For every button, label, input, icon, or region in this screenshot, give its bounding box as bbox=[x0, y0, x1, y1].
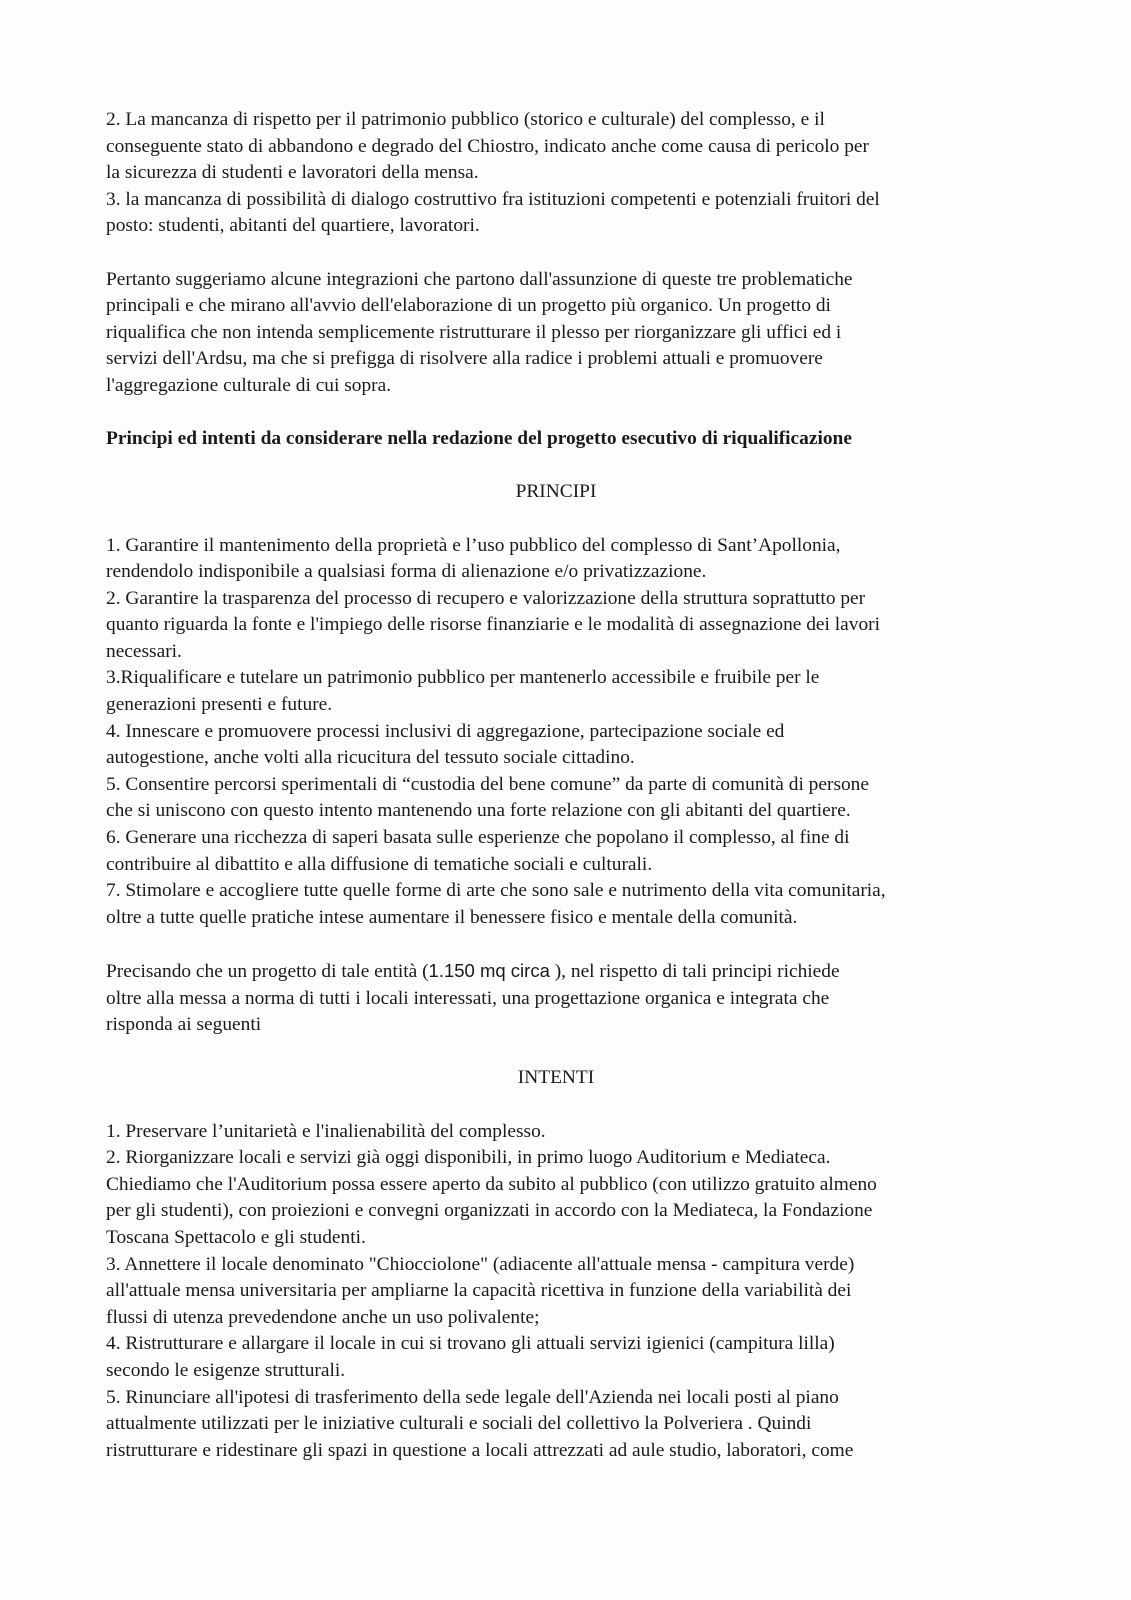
paragraph-gap bbox=[106, 931, 1006, 958]
text-line: servizi dell'Ardsu, ma che si prefigga di risolvere alla radice i problemi attuali e promuovere bbox=[106, 348, 823, 370]
text-line: l'aggregazione culturale di cui sopra. bbox=[106, 374, 392, 396]
list-line: 4. Ristrutturare e allargare il locale in cui si trovano gli attuali servizi igienici (campitura lilla) bbox=[106, 1333, 835, 1355]
list-line: 5. Rinunciare all'ipotesi di trasferimento della sede legale dell'Azienda nei locali posti al piano bbox=[106, 1386, 839, 1408]
list-line: 2. Riorganizzare locali e servizi già oggi disponibili, in primo luogo Auditorium e Mediateca. bbox=[106, 1147, 831, 1169]
principi-title: PRINCIPI bbox=[515, 481, 597, 503]
text-line: 3. la mancanza di possibilità di dialogo costruttivo fra istituzioni competenti e potenziali fruitori del bbox=[106, 188, 880, 210]
text-line: 2. La mancanza di rispetto per il patrimonio pubblico (storico e culturale) del complesso, e il bbox=[106, 109, 825, 130]
section-heading: Principi ed intenti da considerare nella redazione del progetto esecutivo di riqualificazione bbox=[106, 428, 852, 450]
principi-list bbox=[106, 533, 1006, 932]
list-line: Toscana Spettacolo e gli studenti. bbox=[106, 1226, 366, 1248]
text-fragment: Precisando che un progetto di tale entità ( bbox=[106, 961, 429, 982]
paragraph-gap bbox=[106, 240, 1006, 267]
list-line: rendendolo indisponibile a qualsiasi forma di alienazione e/o privatizzazione. bbox=[106, 561, 707, 583]
paragraph-gap bbox=[106, 506, 1006, 533]
list-line: Chiediamo che l'Auditorium possa essere aperto da subito al pubblico (con utilizzo gratuito almeno bbox=[106, 1173, 877, 1195]
list-line: oltre a tutte quelle pratiche intese aumentare il benessere fisico e mentale della comunità. bbox=[106, 906, 798, 928]
list-line: 2. Garantire la trasparenza del processo di recupero e valorizzazione della struttura soprattutto per bbox=[106, 587, 866, 609]
list-line: 3. Annettere il locale denominato "Chiocciolone" (adiacente all'attuale mensa - campitura verde) bbox=[106, 1253, 855, 1275]
list-line: 5. Consentire percorsi sperimentali di “custodia del bene comune” da parte di comunità di persone bbox=[106, 773, 869, 795]
list-line: 6. Generare una ricchezza di saperi basata sulle esperienze che popolano il complesso, al fine di bbox=[106, 827, 850, 849]
text-line: Pertanto suggeriamo alcune integrazioni che partono dall'assunzione di queste tre problematiche bbox=[106, 268, 853, 290]
pertanto-paragraph bbox=[106, 267, 1006, 400]
text-line: posto: studenti, abitanti del quartiere, lavoratori. bbox=[106, 215, 480, 237]
text-line: la sicurezza di studenti e lavoratori della mensa. bbox=[106, 162, 479, 184]
text-line: riqualifica che non intenda semplicemente ristrutturare il plesso per riorganizzare gli uffici ed i bbox=[106, 321, 842, 343]
paragraph-gap bbox=[106, 1039, 1006, 1066]
list-line: all'attuale mensa universitaria per ampliarne la capacità ricettiva in funzione della variabilità dei bbox=[106, 1280, 852, 1302]
list-line: 1. Garantire il mantenimento della proprietà e l’uso pubblico del complesso di Sant’Apollonia, bbox=[106, 534, 841, 556]
area-measure: 1.150 mq circa bbox=[428, 960, 550, 981]
list-line: flussi di utenza prevedendone anche un uso polivalente; bbox=[106, 1306, 540, 1328]
list-line: quanto riguarda la fonte e l'impiego delle risorse finanziarie e le modalità di assegnazione dei lavori bbox=[106, 614, 880, 636]
text-line: oltre alla messa a norma di tutti i locali interessati, una progettazione organica e integrata che bbox=[106, 987, 830, 1009]
list-line: attualmente utilizzati per le iniziative culturali e sociali del collettivo la Polveriera . Quindi bbox=[106, 1413, 812, 1435]
text-line bbox=[106, 958, 1006, 986]
list-line: 7. Stimolare e accogliere tutte quelle forme di arte che sono sale e nutrimento della vita comunitaria, bbox=[106, 880, 886, 902]
list-line: 3.Riqualificare e tutelare un patrimonio pubblico per mantenerlo accessibile e fruibile per le bbox=[106, 667, 820, 689]
list-line: che si uniscono con questo intento mantenendo una forte relazione con gli abitanti del quartiere. bbox=[106, 800, 851, 822]
list-line: per gli studenti), con proiezioni e convegni organizzati in accordo con la Mediateca, la Fondazione bbox=[106, 1200, 873, 1222]
list-line: contribuire al dibattito e alla diffusione di tematiche sociali e culturali. bbox=[106, 853, 653, 875]
document-body bbox=[106, 107, 1006, 1464]
intenti-list bbox=[106, 1119, 1006, 1465]
text-line: conseguente stato di abbandono e degrado del Chiostro, indicato anche come causa di pericolo per bbox=[106, 135, 869, 157]
list-line: 4. Innescare e promuovere processi inclusivi di aggregazione, partecipazione sociale ed bbox=[106, 720, 785, 742]
list-line: ristrutturare e ridestinare gli spazi in questione a locali attrezzati ad aule studio, laboratori, come bbox=[106, 1439, 854, 1461]
list-line: necessari. bbox=[106, 640, 182, 662]
text-line: risponda ai seguenti bbox=[106, 1014, 262, 1036]
text-fragment: ), nel rispetto di tali principi richiede bbox=[549, 961, 840, 982]
list-line: 1. Preservare l’unitarietà e l'inalienabilità del complesso. bbox=[106, 1120, 546, 1142]
text-line: principali e che mirano all'avvio dell'elaborazione di un progetto più organico. Un progetto di bbox=[106, 295, 831, 317]
paragraph-gap bbox=[106, 400, 1006, 427]
list-line: autogestione, anche volti alla ricucitura del tessuto sociale cittadino. bbox=[106, 747, 635, 769]
list-line: secondo le esigenze strutturali. bbox=[106, 1359, 346, 1381]
paragraph-gap bbox=[106, 1092, 1006, 1119]
list-line: generazioni presenti e future. bbox=[106, 694, 333, 716]
precisando-paragraph bbox=[106, 958, 1006, 1039]
intenti-title: INTENTI bbox=[517, 1067, 595, 1089]
paragraph-gap bbox=[106, 453, 1006, 480]
intro-block bbox=[106, 107, 1006, 240]
